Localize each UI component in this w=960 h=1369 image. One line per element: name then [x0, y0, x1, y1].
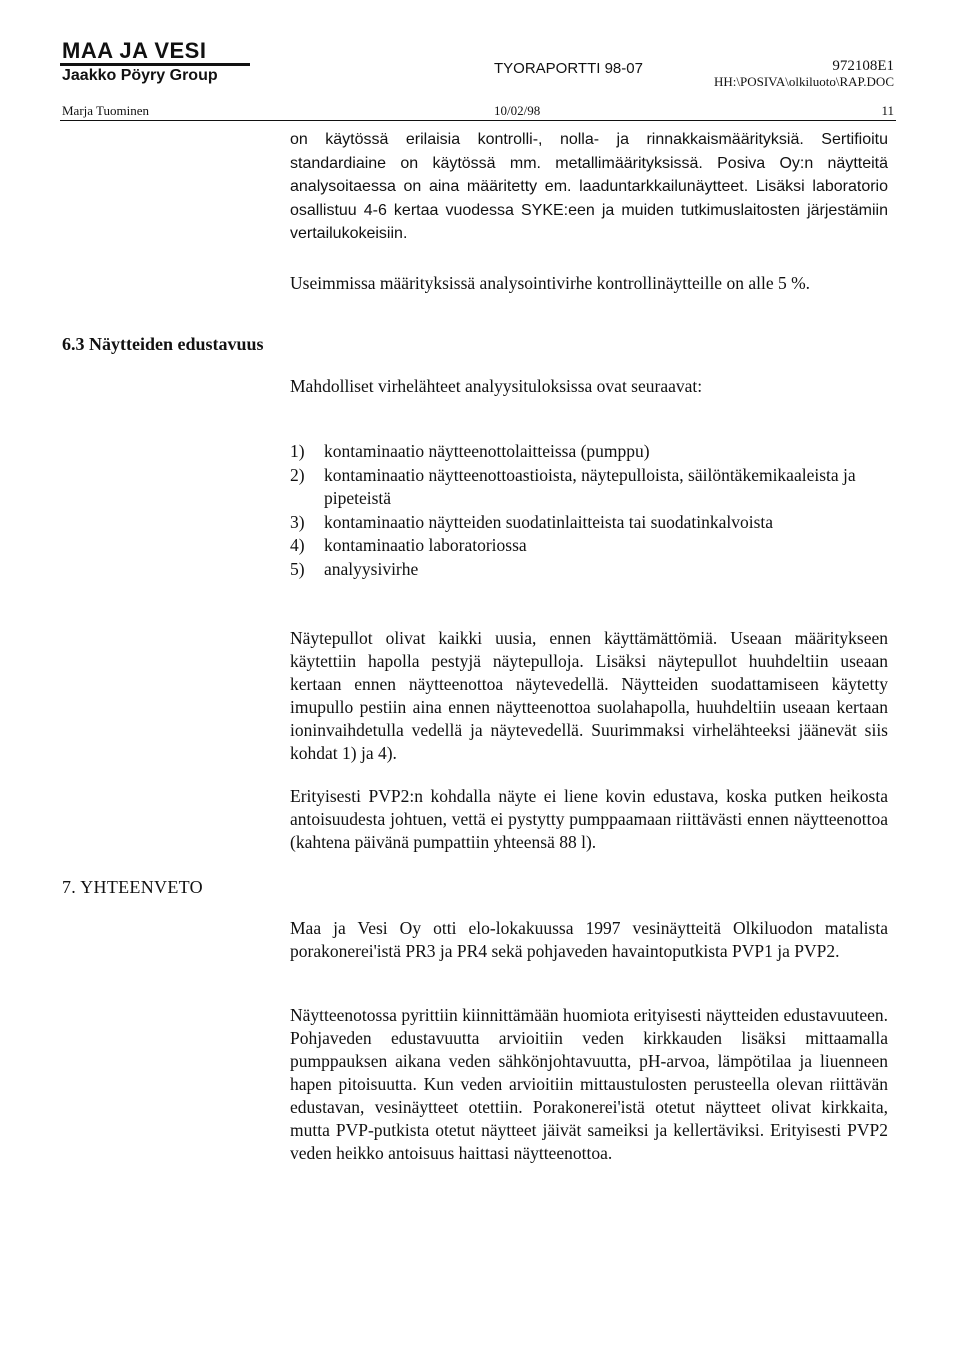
list-item	[290, 534, 888, 558]
document-date: 10/02/98	[494, 103, 541, 118]
summary-paragraph-2: Näytteenotossa pyrittiin kiinnittämään huomiota erityisesti näytteiden edustavuuteen. Pohjaveden edustavuutta arvioitiin veden kirkkauden lisäksi mittaamalla pumppauksen aikana veden sähkönjohtavuutta, pH-arvoa, lämpötilaa ja liuenneen hapen pitoisuutta. Kun veden arvioitiin mittaustulosten perusteella olevan riittävän edustavan, vesinäytteet otettiin. Porakonerei'istä otetut näytteet olivat kirkkaita, mutta PVP-putkista otetut näytteet jäivät sameiksi ja kellertäviksi. Erityisesti PVP2 veden heikko antoisuus haittasi näytteenottoa.	[290, 1005, 888, 1163]
list-item-text: kontaminaatio laboratoriossa	[324, 535, 527, 555]
list-item-number: 5)	[290, 558, 305, 579]
author-name: Marja Tuominen	[62, 103, 150, 118]
logo-underline	[60, 63, 250, 66]
page-number: 11	[881, 103, 894, 118]
company-group: Jaakko Pöyry Group	[62, 67, 218, 84]
document-id: 972108E1	[832, 58, 894, 74]
company-logo-text: MAA JA VESI	[62, 38, 207, 63]
section-heading-7: 7. YHTEENVETO	[62, 877, 203, 897]
report-type: TYORAPORTTI 98-07	[494, 60, 643, 77]
list-item-text: kontaminaatio näytteenottoastioista, näytepulloista, säilöntäkemikaaleista ja pipeteistä	[324, 464, 856, 508]
list-item-text: kontaminaatio näytteenottolaitteissa (pumppu)	[324, 441, 650, 461]
list-item	[290, 558, 888, 582]
list-item	[290, 464, 888, 511]
summary-paragraph-1: Maa ja Vesi Oy otti elo-lokakuussa 1997 vesinäytteitä Olkiluodon matalista porakonerei'istä PR3 ja PR4 sekä pohjaveden havaintoputkista PVP1 ja PVP2.	[290, 918, 888, 961]
error-source-list	[290, 440, 888, 581]
section-6-3-paragraph-1: Näytepullot olivat kaikki uusia, ennen käyttämättömiä. Useaan määritykseen käytettiin hapolla pestyjä näytepulloja. Lisäksi näytepullot huuhdeltiin useaan kertaan ennen näytteenottoa näytevedellä. Näytteiden suodattamiseen käytetty imupullo pestiin aina ennen näytteenottoa suolahapolla, huuhdeltiin useaan kertaan ioninvaihdetulla vedellä ja näytevedellä. Suurimmaksi virhelähteeksi jäänevät siis kohdat 1) ja 4).	[290, 628, 888, 763]
section-6-3-paragraph-2: Erityisesti PVP2:n kohdalla näyte ei liene kovin edustava, koska putken heikosta antoisuudesta johtuen, vettä ei pystytty pumppaamaan riittävästi ennen näytteenottoa (kahtena päivänä pumpattiin yhteensä 88 l).	[290, 786, 888, 852]
document-path: HH:\POSIVA\olkiluoto\RAP.DOC	[714, 74, 894, 89]
intro-paragraph: on käytössä erilaisia kontrolli-, nolla- ja rinnakkaismäärityksiä. Sertifioitu standardiaine on käytössä mm. metallimäärityksissä. Posiva Oy:n näytteitä analysoitaessa on aina määritetty em. laaduntarkkailunäytteet. Lisäksi laboratorio osallistuu 4-6 kertaa vuodessa SYKE:een ja muiden tutkimuslaitosten järjestämiin vertailukokeisiin.	[290, 131, 888, 242]
list-item-number: 1)	[290, 441, 305, 461]
list-item	[290, 511, 888, 535]
list-item-text: kontaminaatio näytteiden suodatinlaitteista tai suodatinkalvoista	[324, 511, 774, 532]
section-heading-6-3: 6.3 Näytteiden edustavuus	[62, 334, 264, 354]
list-item-text: analyysivirhe	[324, 558, 419, 579]
intro-note: Useimmissa määrityksissä analysointivirhe kontrollinäytteille on alle 5 %.	[290, 273, 811, 293]
header-divider	[60, 120, 896, 121]
list-item-number: 3)	[290, 511, 305, 532]
list-item-number: 2)	[290, 464, 305, 485]
list-item-number: 4)	[290, 535, 305, 555]
section-6-3-lead: Mahdolliset virhelähteet analyysituloksissa ovat seuraavat:	[290, 376, 703, 396]
list-item	[290, 440, 888, 464]
